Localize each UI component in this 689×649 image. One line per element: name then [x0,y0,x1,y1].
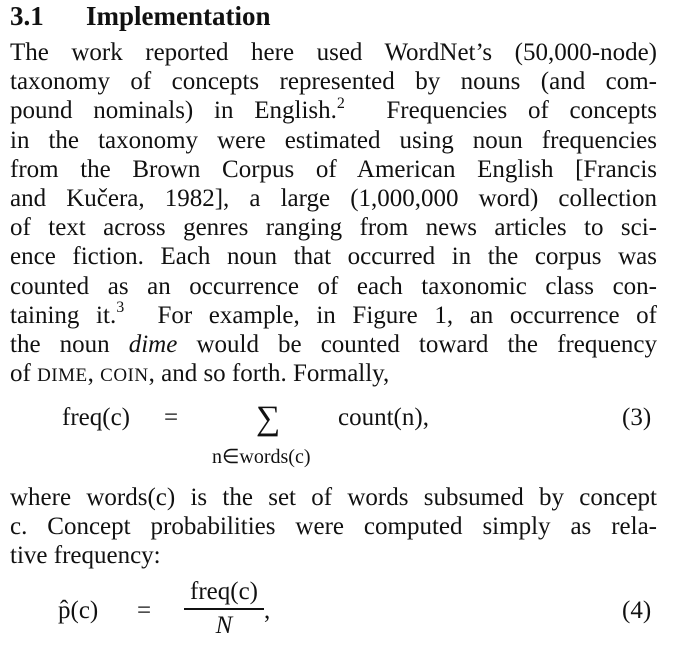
text-line: from the Brown Corpus of American English [Francis [10,155,657,183]
smallcaps-term: COIN [100,365,149,387]
paragraph-main [10,38,657,388]
text-line: where words(c) is the set of words subsumed by concept [10,484,657,511]
fraction-numerator: freq(c) [190,578,258,605]
equation-lhs: freq(c) [62,404,130,431]
equation-number: (3) [622,404,652,431]
text-line: of text across genres ranging from news articles to sci- [10,214,657,242]
equation-4 [0,577,689,647]
text-line: taxonomy of concepts represented by nouns (and com- [10,68,657,96]
paragraph-after-eq3 [10,483,657,571]
summation-subscript: n∈words(c) [212,446,311,468]
section-number: 3.1 [10,1,44,31]
equation-relation: = [164,404,179,431]
italic-term: dime [128,330,178,358]
summation-symbol: ∑ [256,400,281,437]
text-line: The work reported here used WordNet’s (50,000-node) [10,39,657,66]
text-line: tive frequency: [10,542,161,570]
text-line: and Kučera, 1982], a large (1,000,000 word) collection [10,184,657,212]
fraction-denominator: N [215,611,233,639]
text-line: taining it.$^3$ For example, in Figure 1, an occurrence of [10,299,657,329]
text-line: counted as an occurrence of each taxonomic class con- [10,272,657,300]
equation-3 [0,400,689,474]
text-line: pound nominals) in English.$^2$ Frequencies of concepts [10,95,658,125]
equation-rhs: count(n), [338,404,429,431]
smallcaps-term: DIME [37,365,88,387]
footnote-marker: 2 [336,95,345,113]
equation-relation: = [137,597,152,624]
text-line: of DIME, COIN, and so forth. Formally, [10,360,390,388]
text-line: ence fiction. Each noun that occurred in the corpus was [10,243,657,271]
equation-lhs: p̂(c) [58,597,99,624]
section-heading [10,0,271,32]
text-line: the noun dime would be counted toward the frequency [10,330,658,358]
equation-number: (4) [622,597,652,624]
fraction-bar [184,608,264,610]
text-line: c. Concept probabilities were computed simply as rela- [10,513,657,541]
text-line: in the taxonomy were estimated using noun frequencies [10,126,657,154]
fraction [184,577,264,641]
section-title: Implementation [86,1,271,31]
equation-trailing-comma: , [264,597,271,624]
footnote-marker: 3 [116,299,125,317]
